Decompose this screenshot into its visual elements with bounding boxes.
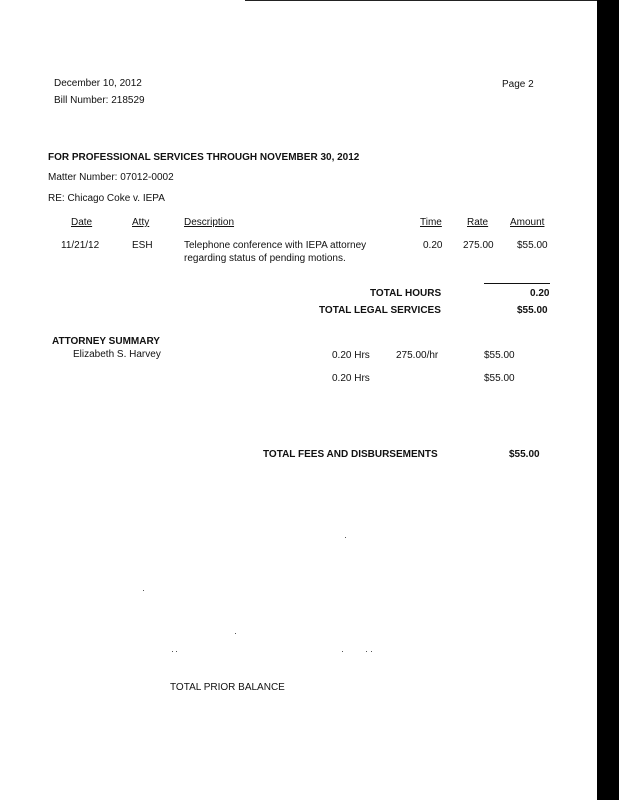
scan-speck [235, 633, 236, 634]
row-time: 0.20 [423, 240, 443, 251]
scan-speck [143, 590, 144, 591]
col-header-amount: Amount [510, 217, 545, 228]
summary-total-hours: 0.20 Hrs [332, 373, 370, 384]
scan-speck [176, 651, 177, 652]
attorney-rate: 275.00/hr [396, 350, 439, 361]
scan-speck [342, 651, 343, 652]
scan-speck [345, 537, 346, 538]
matter-number: Matter Number: 07012-0002 [48, 172, 174, 183]
attorney-amount: $55.00 [484, 350, 515, 361]
scan-speck [172, 651, 173, 652]
total-fees-label: TOTAL FEES AND DISBURSEMENTS [263, 449, 438, 460]
scan-edge-right [597, 0, 619, 800]
scan-speck [366, 651, 367, 652]
col-header-date: Date [71, 217, 93, 228]
scan-speck [371, 651, 372, 652]
row-description-line1: Telephone conference with IEPA attorney [184, 240, 367, 251]
col-header-description: Description [184, 217, 235, 228]
attorney-name: Elizabeth S. Harvey [73, 349, 161, 360]
page-number: Page 2 [502, 79, 534, 90]
attorney-summary-title: ATTORNEY SUMMARY [52, 336, 160, 347]
row-description-line2: regarding status of pending motions. [184, 253, 346, 264]
col-header-atty: Atty [132, 217, 150, 228]
row-rate: 275.00 [463, 240, 494, 251]
row-date: 11/21/12 [61, 240, 100, 251]
total-hours-value: 0.20 [530, 288, 550, 299]
invoice-date: December 10, 2012 [54, 78, 142, 89]
total-prior-balance-label: TOTAL PRIOR BALANCE [170, 682, 285, 693]
section-title: FOR PROFESSIONAL SERVICES THROUGH NOVEMBER 30, 2012 [48, 152, 360, 163]
row-atty: ESH [132, 240, 153, 251]
re-line: RE: Chicago Coke v. IEPA [48, 193, 165, 204]
total-legal-services-label: TOTAL LEGAL SERVICES [319, 305, 441, 316]
col-header-time: Time [420, 217, 442, 228]
row-amount: $55.00 [517, 240, 548, 251]
total-hours-label: TOTAL HOURS [370, 288, 442, 299]
attorney-hours: 0.20 Hrs [332, 350, 370, 361]
bill-number: Bill Number: 218529 [54, 95, 145, 106]
col-header-rate: Rate [467, 217, 489, 228]
total-fees-value: $55.00 [509, 449, 540, 460]
totals-divider [484, 283, 550, 284]
summary-total-amount: $55.00 [484, 373, 515, 384]
total-legal-services-value: $55.00 [517, 305, 548, 316]
scan-edge-top [245, 0, 597, 1]
